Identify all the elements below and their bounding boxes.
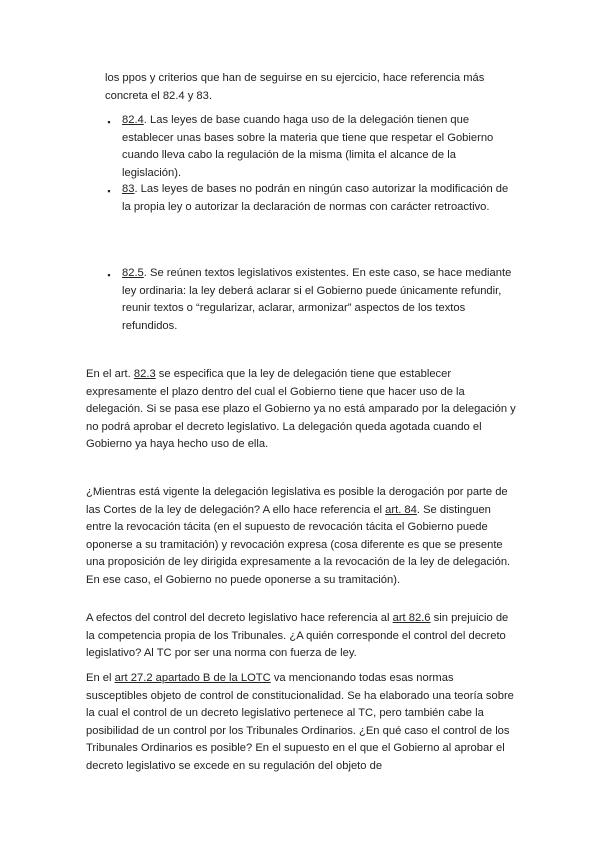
paragraph-control <box>86 610 516 663</box>
article-link[interactable]: 82.5 <box>122 267 144 279</box>
text-span: se especifica que la ley de delegación tiene que establecer expresamente el plazo dentro del cual el Gobierno tiene que hacer uso de la delegación. Si se pasa ese plazo el Gobierno ya no está amparado por la delegación y no podrá aprobar el decreto legislativo. La delegación queda agotada cuando el Gobierno ya haya hecho uso de ella. <box>86 368 516 450</box>
bullet-marker: ▪ <box>107 270 111 280</box>
list-item-text: . Las leyes de base cuando haga uso de la delegación tienen que establecer unas bases sobre la materia que tiene que respetar el Gobierno cuando lleva cabo la regulación de la misma (limita el alcance de la legislación). <box>122 114 494 179</box>
text-span: ¿Mientras está vigente la delegación legislativa es posible la derogación por parte de las Cortes de la ley de delegación? A ello hace referencia el <box>86 486 508 516</box>
bullet-marker: ▪ <box>107 186 111 196</box>
article-link[interactable]: 83 <box>122 183 135 195</box>
article-link[interactable]: art 82.6 <box>392 612 431 624</box>
article-link[interactable]: 82.4 <box>122 114 144 126</box>
article-link[interactable]: art 27.2 apartado B de la LOTC <box>114 672 271 684</box>
article-link[interactable]: art. 84 <box>385 503 417 516</box>
list-item-text: . Se reúnen textos legislativos existentes. En este caso, se hace mediante ley ordinaria: la ley deberá aclarar si el Gobierno puede únicamente refundir, reunir textos o “regularizar, aclarar, armonizar” aspectos de los textos refundidos. <box>122 267 512 332</box>
text-span: A efectos del control del decreto legislativo hace referencia al <box>86 612 393 624</box>
paragraph-intro <box>105 70 515 105</box>
text-span: . Se distinguen entre la revocación tácita (en el supuesto de revocación tácita el Gobierno puede oponerse a su tramitación) y revocación expresa (cosa diferente es que se presente una proposición de ley dirigida expresamente a la revocación de la ley de delegación. En ese caso, el Gobierno no puede oponerse a su tramitación). <box>86 503 511 586</box>
list-item <box>122 112 517 182</box>
paragraph-82-3 <box>86 366 516 454</box>
bullet-marker: ▪ <box>107 117 111 127</box>
text-span: En el art. <box>86 368 134 380</box>
paragraph-lotc <box>86 670 516 775</box>
text-line: concreta el 82.4 y 83. <box>105 89 212 102</box>
list-item-text: . Las leyes de bases no podrán en ningún caso autorizar la modificación de la propia ley o autorizar la declaración de normas con carácter retroactivo. <box>122 183 509 213</box>
list-item <box>122 181 517 216</box>
text-span: sin prejuicio de la competencia propia de los Tribunales. ¿A quién corresponde el control del decreto legislativo? Al TC por ser una norma con fuerza de ley. <box>86 612 509 659</box>
list-item <box>122 265 517 335</box>
text-line: los ppos y criterios que han de seguirse en su ejercicio, hace referencia más <box>105 72 485 84</box>
article-link[interactable]: 82.3 <box>133 368 156 380</box>
text-span: va mencionando todas esas normas susceptibles objeto de control de constitucionalidad. Se ha elaborado una teoría sobre la cual el control de un decreto legislativo pertenece al TC, pero también cabe la posibilidad de un control por los Tribunales Ordinarios. ¿En qué caso el control de los Tribunales Ordinarios es posible? En el supuesto en el que el Gobierno al aprobar el decreto legislativo se excede en su regulación del objeto de <box>86 672 514 772</box>
text-span: En el <box>86 672 115 684</box>
paragraph-derogacion <box>86 484 516 589</box>
